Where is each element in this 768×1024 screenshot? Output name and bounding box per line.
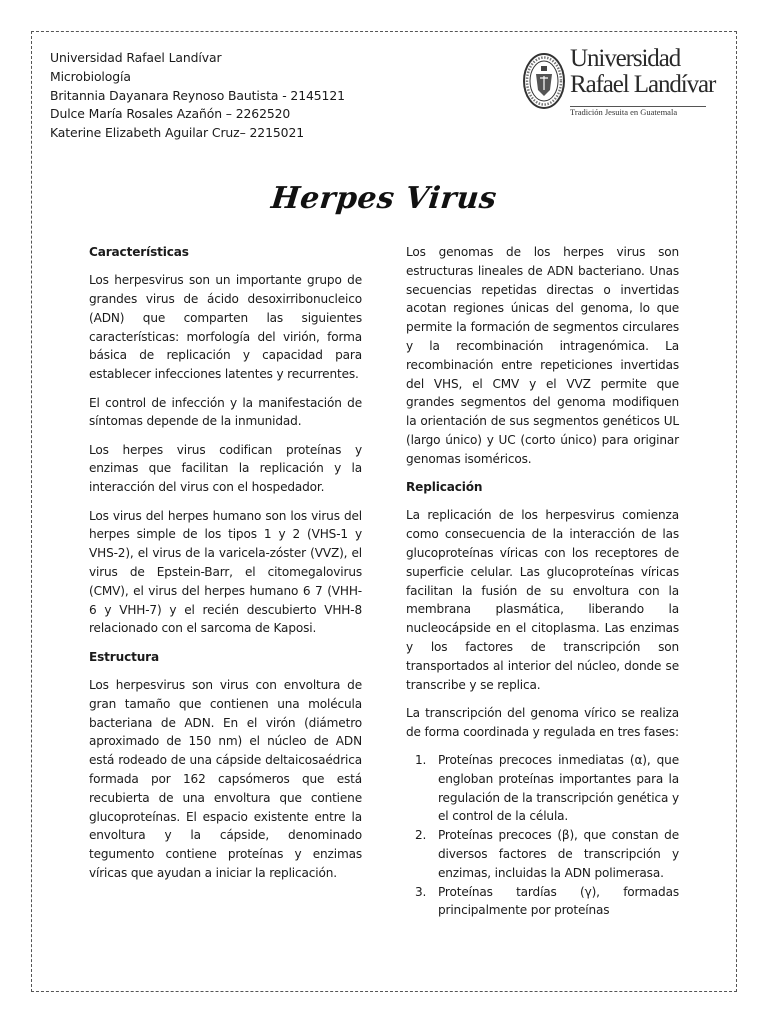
document-title: Herpes Virus xyxy=(269,181,499,216)
university-seal-icon xyxy=(522,50,566,112)
list-number: 1. xyxy=(415,752,427,767)
paragraph: Los herpes virus codifican proteínas y enzimas que facilitan la replicación y la interacción del virus con el hospedador. xyxy=(89,442,362,495)
author-info xyxy=(50,49,345,143)
list-text: Proteínas precoces inmediatas (α), que engloban proteínas importantes para la regulación de la transcripción genética y el control de la célula. xyxy=(438,752,679,824)
paragraph: El control de infección y la manifestación de síntomas depende de la inmunidad. xyxy=(89,395,362,429)
paragraph: La replicación de los herpesvirus comienza como consecuencia de la interacción de las glucoproteínas víricas con los receptores de superficie celular. Las glucoproteínas víricas facilitan la fusión de su envoltura con la membrana plasmática, liberando la nucleocápside en el citoplasma. Las enzimas y los factores de transcripción son transportados al interior del núcleo, donde se transcribe y se replica. xyxy=(406,508,679,692)
list-number: 2. xyxy=(415,828,427,843)
paragraph: La transcripción del genoma vírico se realiza de forma coordinada y regulada en tres fases: xyxy=(406,705,679,739)
university-logo xyxy=(522,44,716,120)
paragraph: Los herpesvirus son virus con envoltura de gran tamaño que contienen una molécula bacteriana de ADN. En el virón (diámetro aproximado de 150 nm) el núcleo de ADN está rodeado de una cápside deltaicosaédrica formada por 162 capsómeros que está recubierta de una envoltura que contiene glucoproteínas. El espacio existente entre la envoltura y la cápside, denominado tegumento contiene proteínas y enzimas víricas que ayudan a iniciar la replicación. xyxy=(89,677,362,880)
heading-estructura: Estructura xyxy=(89,649,159,664)
author-line-2: Dulce María Rosales Azañón – 2262520 xyxy=(50,106,291,122)
left-column xyxy=(89,243,362,892)
paragraph: Los herpesvirus son un importante grupo de grandes virus de ácido desoxirribonucleico (ADN) que comparten las siguientes características: morfología del virión, forma básica de replicación y capacidad para establecer infecciones latentes y recurrentes. xyxy=(89,273,362,382)
list-text: Proteínas tardías (γ), formadas principalmente por proteínas xyxy=(438,884,679,918)
logo-name-line1: Universidad xyxy=(570,45,681,72)
course-line: Microbiología xyxy=(50,68,131,84)
university-line: Universidad Rafael Landívar xyxy=(50,50,222,65)
list-item xyxy=(406,826,679,882)
heading-caracteristicas: Características xyxy=(89,245,189,259)
logo-tagline: Tradición Jesuita en Guatemala xyxy=(570,107,678,117)
right-column xyxy=(406,243,679,920)
author-line-3: Katerine Elizabeth Aguilar Cruz– 2215021 xyxy=(50,125,305,141)
paragraph: Los genomas de los herpes virus son estructuras lineales de ADN bacteriano. Unas secuencias repetidas directas o invertidas acotan regiones únicas del genoma, lo que permite la formación de segmentos circulares y la recombinación intragenómica. La recombinación entre repeticiones invertidas del VHS, el CMV y el VVZ permite que grandes segmentos del genoma modifiquen la orientación de sus segmentos genéticos UL (largo único) y UC (corto único) para originar genomas isoméricos. xyxy=(406,245,679,466)
list-text: Proteínas precoces (β), que constan de diversos factores de transcripción y enzimas, incluidas la ADN polimerasa. xyxy=(438,828,679,880)
logo-name-line2: Rafael Landívar xyxy=(570,71,716,98)
list-item xyxy=(406,751,679,826)
paragraph: Los virus del herpes humano son los virus del herpes simple de los tipos 1 y 2 (VHS-1 y VHS-2), el virus de la varicela-zóster (VVZ), el virus de Epstein-Barr, el citomegalovirus (CMV), el virus del herpes humano 6 7 (VHH-6 y VHH-7) y el recién descubierto VHH-8 relacionado con el sarcoma de Kaposi. xyxy=(89,508,362,636)
heading-replicacion: Replicación xyxy=(406,480,483,495)
transcription-phases-list xyxy=(406,751,679,920)
list-item xyxy=(406,883,679,921)
author-line-1: Britannia Dayanara Reynoso Bautista - 2145121 xyxy=(50,87,345,103)
list-number: 3. xyxy=(415,884,427,899)
